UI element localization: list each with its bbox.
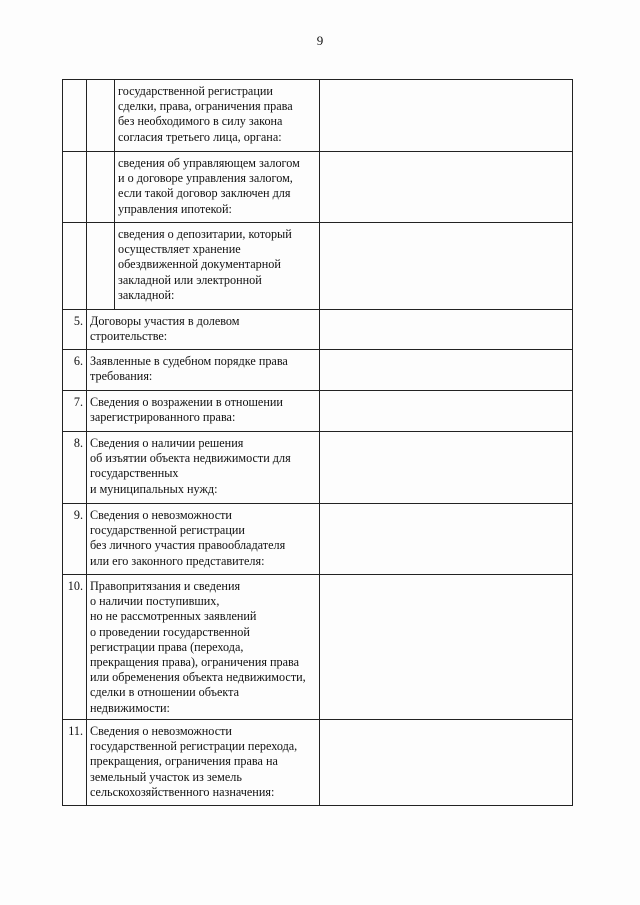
- row-number: 5.: [63, 310, 87, 350]
- table-row: [63, 391, 573, 432]
- field-value: [320, 720, 573, 806]
- sub-indent-cell: [87, 80, 115, 152]
- field-value: [320, 223, 573, 310]
- field-label: Правопритязания и сведения о наличии поступивших, но не рассмотренных заявлений о проведении государственной регистрации права (перехода, прекращения права), ограничения права или обременения объекта недвижимости, сделки в отношении объекта недвижимости:: [87, 575, 320, 720]
- row-number: 6.: [63, 350, 87, 391]
- field-label: Сведения о невозможности государственной регистрации перехода, прекращения, ограничения права на земельный участок из земель сельскохозяйственного назначения:: [87, 720, 320, 806]
- field-value: [320, 432, 573, 504]
- table-row: [63, 350, 573, 391]
- field-value: [320, 504, 573, 575]
- number-cell: [63, 152, 87, 223]
- field-label: сведения о депозитарии, который осуществляет хранение обездвиженной документарной закладной или электронной закладной:: [115, 223, 320, 310]
- table-row: [63, 310, 573, 350]
- field-value: [320, 350, 573, 391]
- field-label: сведения об управляющем залогом и о договоре управления залогом, если такой договор заключен для управления ипотекой:: [115, 152, 320, 223]
- field-label: Договоры участия в долевом строительстве:: [87, 310, 320, 350]
- row-number: 10.: [63, 575, 87, 720]
- registry-table: [62, 79, 573, 806]
- field-label: Сведения о наличии решения об изъятии объекта недвижимости для государственных и муниципальных нужд:: [87, 432, 320, 504]
- field-label: Сведения о невозможности государственной регистрации без личного участия правообладателя или его законного представителя:: [87, 504, 320, 575]
- sub-indent-cell: [87, 223, 115, 310]
- field-value: [320, 391, 573, 432]
- number-cell: [63, 80, 87, 152]
- row-number: 11.: [63, 720, 87, 806]
- row-number: 9.: [63, 504, 87, 575]
- table-row: [63, 223, 573, 310]
- field-label: Заявленные в судебном порядке права требования:: [87, 350, 320, 391]
- field-value: [320, 152, 573, 223]
- table-row: [63, 504, 573, 575]
- row-number: 7.: [63, 391, 87, 432]
- table-row: [63, 432, 573, 504]
- table-row: [63, 720, 573, 806]
- table-row: [63, 80, 573, 152]
- field-value: [320, 575, 573, 720]
- field-value: [320, 310, 573, 350]
- table-row: [63, 152, 573, 223]
- row-number: 8.: [63, 432, 87, 504]
- field-label: Сведения о возражении в отношении зарегистрированного права:: [87, 391, 320, 432]
- field-label: государственной регистрации сделки, права, ограничения права без необходимого в силу закона согласия третьего лица, органа:: [115, 80, 320, 152]
- sub-indent-cell: [87, 152, 115, 223]
- table-row: [63, 575, 573, 720]
- field-value: [320, 80, 573, 152]
- page-number: 9: [316, 33, 324, 48]
- number-cell: [63, 223, 87, 310]
